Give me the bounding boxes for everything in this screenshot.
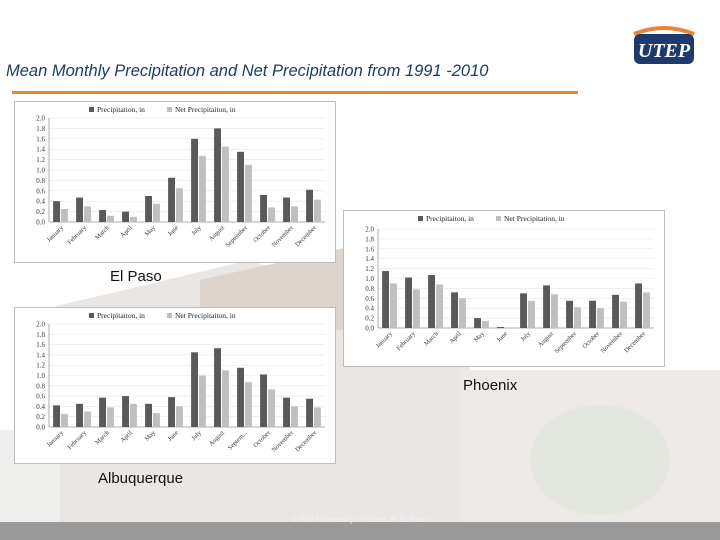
footer-bar xyxy=(0,522,720,540)
phoenix-xtick-label: August xyxy=(536,330,555,349)
phoenix-bar-net xyxy=(482,321,489,328)
albuquerque-ytick-label: 1.8 xyxy=(36,330,45,339)
albuquerque-bar-precip xyxy=(122,396,129,427)
albuquerque-bar-net xyxy=(84,412,91,427)
albuquerque-xtick-label: February xyxy=(66,429,88,452)
albuquerque-legend-swatch-precip xyxy=(89,313,94,318)
phoenix-bar-net xyxy=(459,298,466,328)
phoenix-bar-precip xyxy=(382,271,389,328)
albuquerque-bar-precip xyxy=(214,348,221,427)
el-paso-bar-precip xyxy=(214,128,221,222)
el-paso-ytick-label: 1.0 xyxy=(36,166,45,175)
phoenix-ytick-label: 1.0 xyxy=(365,275,374,283)
el-paso-bar-net xyxy=(84,206,91,222)
albuquerque-bar-precip xyxy=(191,352,198,427)
albuquerque-ytick-label: 0.8 xyxy=(36,382,45,391)
albuquerque-bar-precip xyxy=(99,398,106,427)
albuquerque-legend-swatch-net xyxy=(167,313,172,318)
phoenix-xtick-label: February xyxy=(395,330,417,353)
el-paso-bar-net xyxy=(245,165,252,222)
el-paso-legend xyxy=(89,105,236,114)
chart-phoenix-svg xyxy=(344,211,664,366)
el-paso-ytick-label: 1.4 xyxy=(36,145,45,154)
albuquerque-ytick-label: 0.4 xyxy=(36,402,45,411)
albuquerque-xtick-label: April xyxy=(119,429,134,445)
albuquerque-bar-net xyxy=(268,389,275,427)
phoenix-xtick-label: July xyxy=(519,330,532,344)
el-paso-bar-precip xyxy=(306,190,313,222)
phoenix-ytick-label: 1.6 xyxy=(365,245,374,254)
phoenix-bar-precip xyxy=(497,327,504,328)
albuquerque-ytick-label: 1.2 xyxy=(36,361,45,370)
el-paso-ytick-label: 1.2 xyxy=(36,156,45,165)
albuquerque-ytick-label: 1.4 xyxy=(36,351,45,360)
el-paso-ytick-label: 1.6 xyxy=(36,135,45,144)
phoenix-bar-precip xyxy=(566,301,573,328)
el-paso-ytick-label: 2.0 xyxy=(36,114,45,123)
phoenix-ytick-label: 0.6 xyxy=(365,294,374,303)
el-paso-ytick-label: 0.8 xyxy=(36,176,45,185)
albuquerque-bar-precip xyxy=(76,404,83,427)
albuquerque-legend-label-net: Net Precipitaiton, in xyxy=(175,311,236,320)
albuquerque-bar-net xyxy=(153,413,160,427)
el-paso-bar-precip xyxy=(237,152,244,222)
albuquerque-xtick-label: May xyxy=(143,429,157,443)
albuquerque-ytick-label: 0.2 xyxy=(36,413,45,422)
phoenix-xtick-label: January xyxy=(374,330,394,350)
albuquerque-xtick-label: August xyxy=(207,429,226,448)
el-paso-bar-net xyxy=(130,217,137,222)
el-paso-legend-swatch-net xyxy=(167,107,172,112)
phoenix-ytick-label: 1.8 xyxy=(365,235,374,244)
el-paso-xtick-label: July xyxy=(190,224,203,238)
el-paso-legend-label-precip: Precipitation, in xyxy=(97,105,145,114)
el-paso-ytick-label: 0.0 xyxy=(36,218,45,227)
chart-phoenix xyxy=(343,210,665,367)
phoenix-ytick-label: 1.4 xyxy=(365,255,374,264)
el-paso-xtick-label: December xyxy=(294,224,318,249)
albuquerque-legend xyxy=(89,311,236,320)
phoenix-xtick-label: March xyxy=(422,330,440,348)
phoenix-bar-net xyxy=(643,292,650,328)
caption-el-paso: El Paso xyxy=(110,268,162,285)
phoenix-bar-precip xyxy=(474,318,481,328)
phoenix-bar-net xyxy=(413,289,420,328)
albuquerque-bar-net xyxy=(314,407,321,427)
albuquerque-xtick-label: October xyxy=(252,429,272,450)
phoenix-bar-precip xyxy=(428,275,435,328)
chart-albuquerque-svg xyxy=(15,308,335,463)
albuquerque-bar-precip xyxy=(260,374,267,427)
albuquerque-ytick-label: 1.0 xyxy=(36,372,45,380)
phoenix-xtick-label: May xyxy=(472,330,486,344)
albuquerque-bar-net xyxy=(61,414,68,427)
el-paso-bar-precip xyxy=(99,210,106,222)
albuquerque-bar-precip xyxy=(53,405,60,427)
albuquerque-ytick-label: 1.6 xyxy=(36,341,45,350)
el-paso-bar-precip xyxy=(53,201,60,222)
el-paso-bar-precip xyxy=(283,198,290,222)
albuquerque-bar-precip xyxy=(237,368,244,427)
chart-el-paso xyxy=(14,101,336,263)
el-paso-bar-precip xyxy=(122,212,129,222)
phoenix-ytick-label: 0.0 xyxy=(365,324,374,333)
phoenix-ytick-label: 0.2 xyxy=(365,314,374,323)
el-paso-legend-swatch-precip xyxy=(89,107,94,112)
albuquerque-xtick-label: December xyxy=(294,429,318,454)
albuquerque-bar-net xyxy=(291,406,298,427)
phoenix-ytick-label: 1.2 xyxy=(365,265,374,274)
albuquerque-bar-net xyxy=(107,407,114,427)
phoenix-bar-net xyxy=(620,302,627,328)
phoenix-bar-precip xyxy=(520,293,527,328)
el-paso-legend-label-net: Net Precipitaiton, in xyxy=(175,105,236,114)
albuquerque-bar-net xyxy=(199,376,206,428)
phoenix-ytick-label: 2.0 xyxy=(365,225,374,234)
phoenix-bar-precip xyxy=(635,283,642,328)
phoenix-legend-label-precip: Precipitaiton, in xyxy=(426,214,474,223)
phoenix-bar-precip xyxy=(612,295,619,328)
chart-el-paso-svg xyxy=(15,102,335,262)
albuquerque-xtick-label: June xyxy=(166,429,180,443)
phoenix-bar-net xyxy=(551,294,558,328)
phoenix-ytick-label: 0.8 xyxy=(365,284,374,293)
el-paso-xtick-label: May xyxy=(143,224,157,238)
albuquerque-bar-net xyxy=(222,370,229,427)
el-paso-xtick-label: June xyxy=(166,224,180,238)
el-paso-bar-net xyxy=(268,207,275,222)
phoenix-legend-label-net: Net Precipitation, in xyxy=(504,214,565,223)
chart-albuquerque xyxy=(14,307,336,464)
phoenix-xtick-label: April xyxy=(448,330,463,346)
el-paso-bar-net xyxy=(291,206,298,222)
el-paso-xtick-label: August xyxy=(207,224,226,243)
albuquerque-bar-net xyxy=(176,406,183,427)
el-paso-xtick-label: February xyxy=(66,224,88,247)
el-paso-xtick-label: October xyxy=(252,224,272,245)
el-paso-xtick-label: April xyxy=(119,224,134,240)
phoenix-xtick-label: October xyxy=(581,330,601,351)
albuquerque-xtick-label: January xyxy=(45,429,65,449)
albuquerque-bar-net xyxy=(130,404,137,427)
phoenix-bar-net xyxy=(597,308,604,328)
el-paso-xtick-label: March xyxy=(93,224,111,242)
utep-logo xyxy=(628,20,700,72)
el-paso-xtick-label: November xyxy=(270,224,295,249)
phoenix-xtick-label: December xyxy=(623,330,647,355)
albuquerque-bar-precip xyxy=(145,404,152,427)
albuquerque-xtick-label: Septem... xyxy=(226,429,249,452)
el-paso-bar-net xyxy=(199,156,206,222)
phoenix-xtick-label: September xyxy=(553,330,578,356)
el-paso-ytick-label: 0.6 xyxy=(36,187,45,196)
phoenix-bar-precip xyxy=(405,278,412,328)
el-paso-bar-net xyxy=(61,209,68,222)
el-paso-bar-net xyxy=(222,147,229,222)
el-paso-xtick-label: January xyxy=(45,224,65,244)
albuquerque-legend-label-precip: Precipitaiton, in xyxy=(97,311,145,320)
albuquerque-bar-precip xyxy=(306,399,313,427)
caption-albuquerque: Albuquerque xyxy=(98,470,184,487)
svg-text:UTEP: UTEP xyxy=(637,40,691,62)
phoenix-bar-precip xyxy=(543,285,550,328)
albuquerque-xtick-label: November xyxy=(270,429,295,454)
albuquerque-ytick-label: 0.0 xyxy=(36,423,45,432)
albuquerque-bar-precip xyxy=(168,397,175,427)
caption-phoenix: Phoenix xyxy=(463,377,518,394)
phoenix-legend-swatch-precip xyxy=(418,216,423,221)
phoenix-legend-swatch-net xyxy=(496,216,501,221)
el-paso-ytick-label: 1.8 xyxy=(36,124,45,133)
el-paso-ytick-label: 0.4 xyxy=(36,197,45,206)
footer-copyright: © The University of Texas at El Paso xyxy=(291,514,429,524)
phoenix-xtick-label: June xyxy=(495,330,509,344)
el-paso-xtick-label: September xyxy=(224,224,249,250)
phoenix-bar-net xyxy=(390,283,397,328)
slide-title: Mean Monthly Precipitation and Net Precipitation from 1991 -2010 xyxy=(6,62,489,80)
el-paso-bar-precip xyxy=(191,139,198,222)
el-paso-bar-precip xyxy=(260,195,267,222)
el-paso-ytick-label: 0.2 xyxy=(36,208,45,217)
phoenix-bar-net xyxy=(574,307,581,328)
el-paso-bar-precip xyxy=(168,178,175,222)
albuquerque-ytick-label: 2.0 xyxy=(36,320,45,329)
albuquerque-xtick-label: March xyxy=(93,429,111,447)
el-paso-bar-net xyxy=(176,188,183,222)
phoenix-ytick-label: 0.4 xyxy=(365,304,374,313)
title-underline xyxy=(12,91,578,94)
phoenix-xtick-label: November xyxy=(599,330,624,355)
albuquerque-xtick-label: July xyxy=(190,429,203,443)
el-paso-bar-net xyxy=(107,216,114,222)
albuquerque-bar-net xyxy=(245,382,252,427)
el-paso-bar-net xyxy=(153,204,160,222)
phoenix-bar-net xyxy=(436,284,443,328)
el-paso-bar-net xyxy=(314,200,321,222)
albuquerque-ytick-label: 0.6 xyxy=(36,392,45,401)
phoenix-bar-precip xyxy=(589,301,596,328)
albuquerque-bar-precip xyxy=(283,398,290,427)
el-paso-bar-precip xyxy=(145,196,152,222)
el-paso-bar-precip xyxy=(76,198,83,222)
phoenix-bar-net xyxy=(528,301,535,328)
phoenix-legend xyxy=(418,214,565,223)
phoenix-bar-precip xyxy=(451,292,458,328)
